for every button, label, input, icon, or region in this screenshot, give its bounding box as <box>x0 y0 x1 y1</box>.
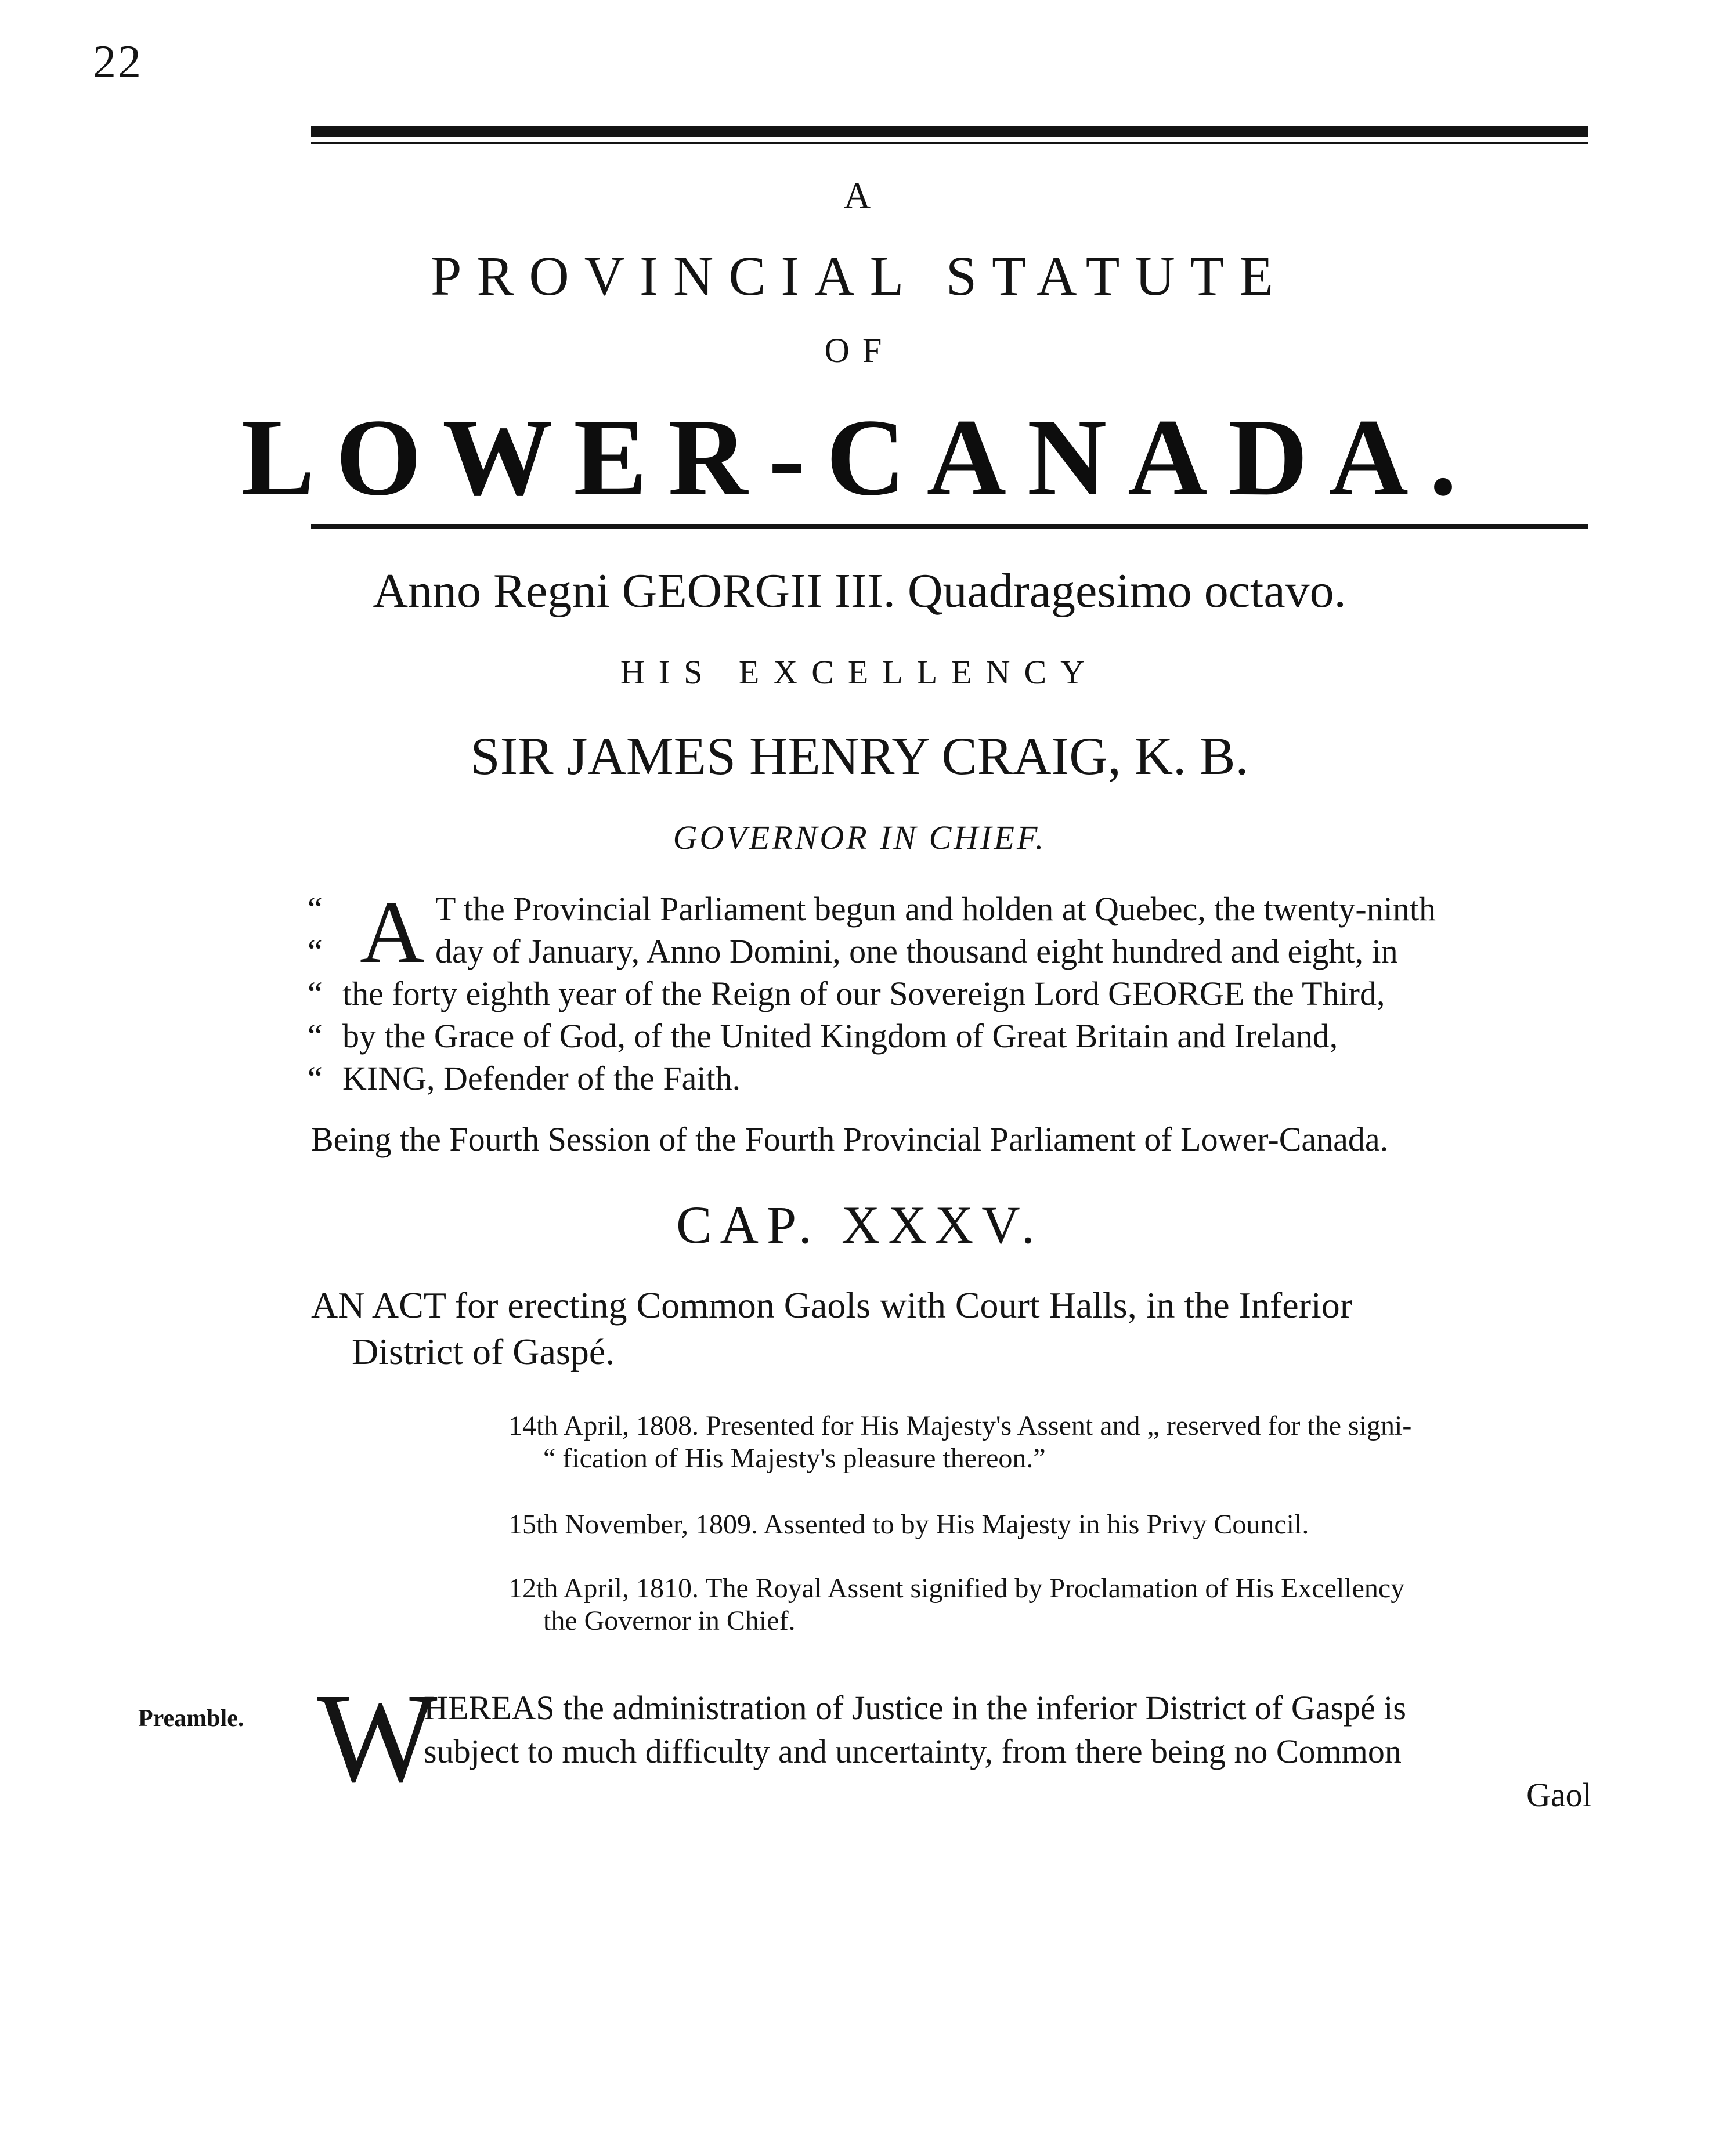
quote-mark: “ <box>308 975 323 1012</box>
margin-note: Preamble. <box>138 1705 244 1732</box>
quote-line-text: by the Grace of God, of the United Kingdom of Great Britain and Ireland, <box>342 1017 1338 1055</box>
his-excellency-heading: HIS EXCELLENCY <box>620 653 1099 691</box>
chapter-heading: CAP. XXXV. <box>676 1195 1043 1254</box>
quote-line <box>308 1057 1596 1099</box>
quote-line-text: the forty eighth year of the Reign of our Sovereign Lord GEORGE the Third, <box>342 975 1385 1012</box>
session-note: Being the Fourth Session of the Fourth Provincial Parliament of Lower-Canada. <box>311 1120 1389 1158</box>
date-line: 14th April, 1808. Presented for His Majesty's Assent and „ reserved for the signi- <box>508 1410 1412 1441</box>
quote-mark: “ <box>308 1059 323 1097</box>
date-entry <box>508 1410 1411 1475</box>
title-main: PROVINCIAL STATUTE <box>430 245 1289 307</box>
preamble-quote <box>308 883 1596 1099</box>
quote-mark: “ <box>308 890 323 928</box>
regnal-year: Anno Regni GEORGII III. Quadragesimo octavo. <box>373 564 1346 618</box>
title-of: OF <box>824 331 895 370</box>
quote-mark: “ <box>308 1017 323 1055</box>
page-number: 22 <box>93 37 143 88</box>
date-line: 15th November, 1809. Assented to by His Majesty in his Privy Council. <box>508 1509 1309 1540</box>
quote-line <box>308 1015 1596 1057</box>
title-article: A <box>843 175 876 216</box>
governor-name: SIR JAMES HENRY CRAIG, K. B. <box>470 726 1249 786</box>
date-line: the Governor in Chief. <box>543 1605 796 1636</box>
act-title-line <box>311 1282 1352 1329</box>
act-title-prefix: AN ACT <box>311 1285 446 1326</box>
drop-cap-a: A <box>360 883 425 982</box>
body-line: HEREAS the administration of Justice in the inferior District of Gaspé is <box>424 1689 1406 1727</box>
act-title-line: District of Gaspé. <box>352 1331 615 1372</box>
governor-title: GOVERNOR IN CHIEF. <box>673 819 1046 856</box>
quote-line-text: T the Provincial Parliament begun and holden at Quebec, the twenty-ninth <box>435 890 1436 928</box>
date-entry <box>508 1509 1309 1541</box>
act-title-text: for erecting Common Gaols with Court Halls, in the Inferior <box>454 1285 1353 1326</box>
quote-line <box>308 972 1596 1015</box>
body-line: Gaol <box>1526 1776 1592 1814</box>
quote-line <box>308 888 1596 930</box>
middle-rule <box>311 524 1588 529</box>
date-line: 12th April, 1810. The Royal Assent signified by Proclamation of His Excellency <box>508 1573 1405 1604</box>
quote-line-text: KING, Defender of the Faith. <box>342 1059 741 1097</box>
date-line: “ fication of His Majesty's pleasure thereon.” <box>543 1443 1046 1474</box>
quote-line-text: day of January, Anno Domini, one thousand eight hundred and eight, in <box>435 932 1398 970</box>
act-title <box>311 1282 1352 1375</box>
quote-mark: “ <box>308 932 323 970</box>
drop-cap-w: W <box>317 1667 438 1808</box>
date-entry <box>508 1572 1404 1637</box>
title-jurisdiction: LOWER-CANADA. <box>241 397 1478 519</box>
quote-line <box>308 930 1596 972</box>
top-rule <box>311 126 1588 137</box>
body-line: subject to much difficulty and uncertainty, from there being no Common <box>424 1732 1402 1770</box>
